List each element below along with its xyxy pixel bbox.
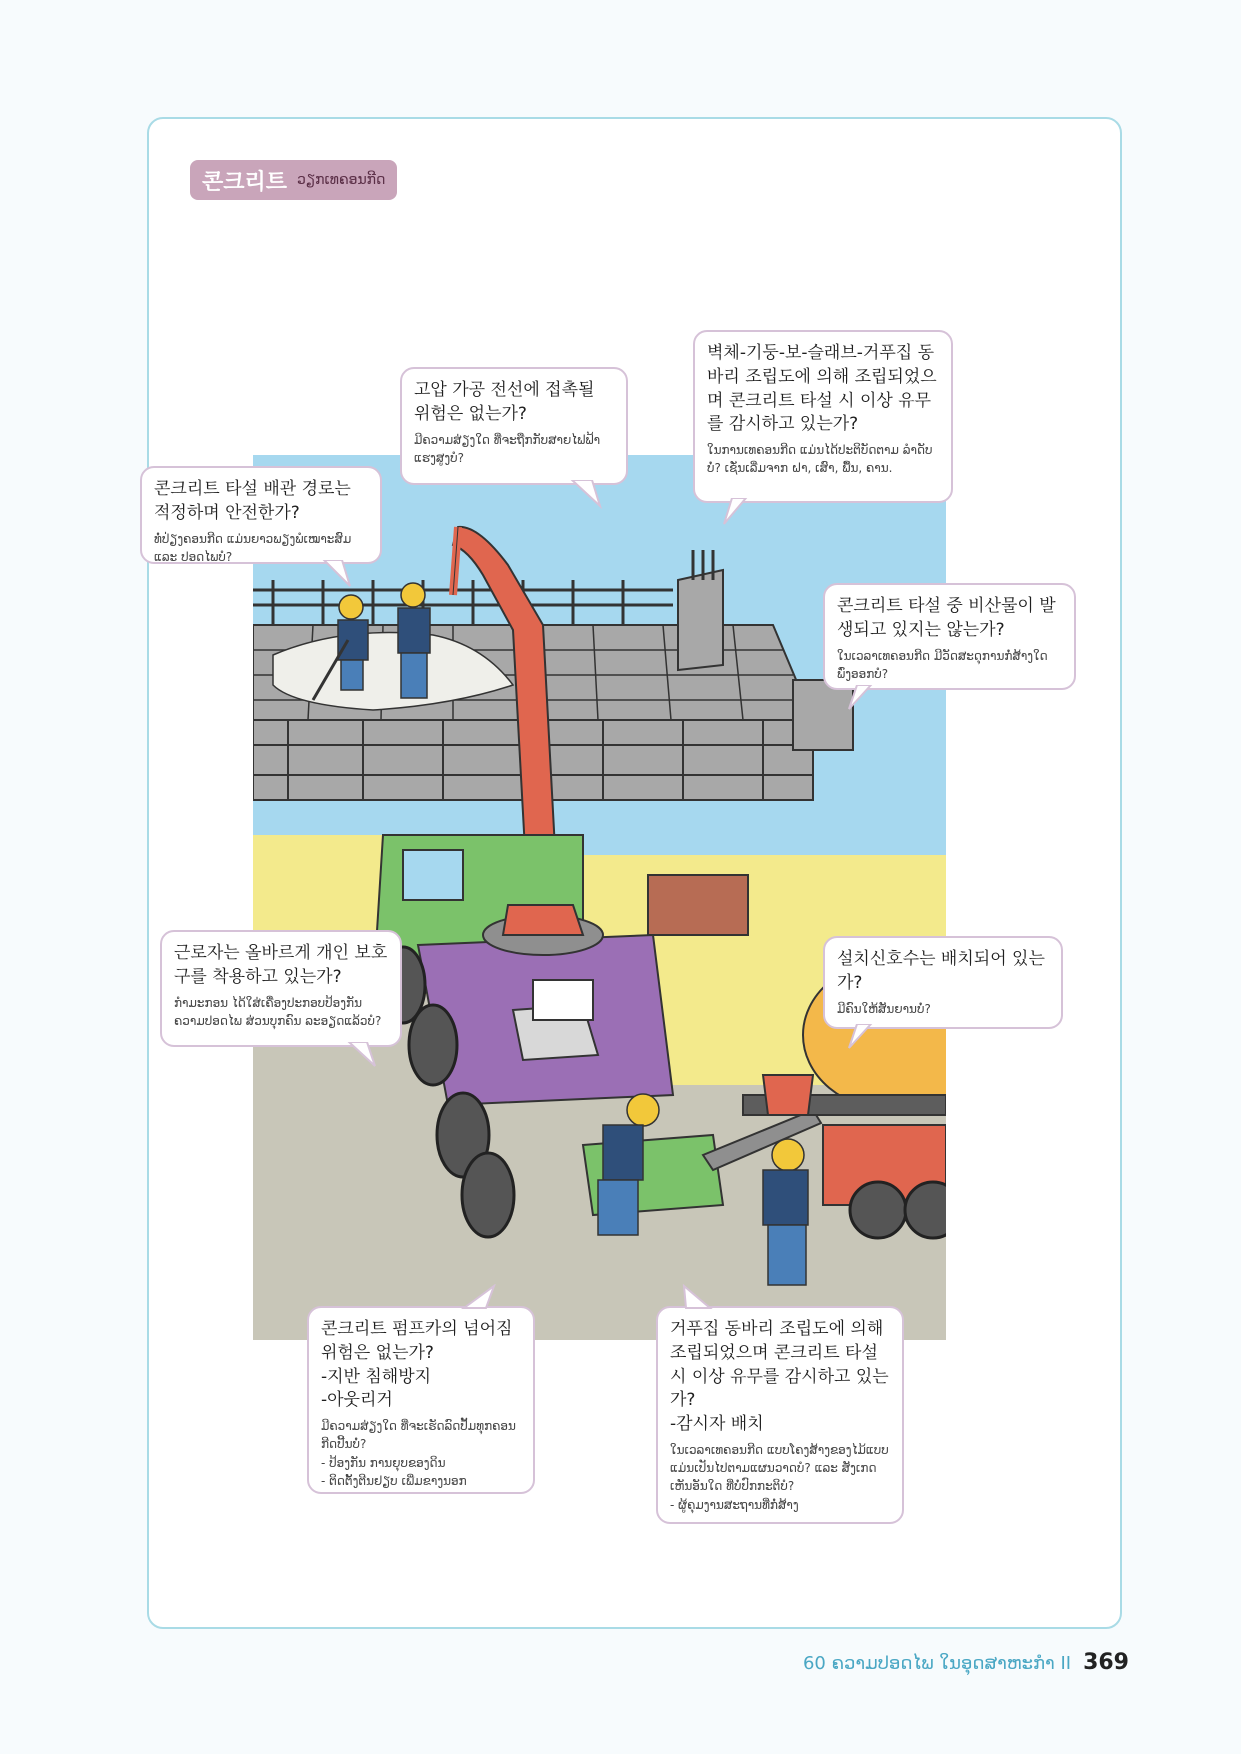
section-title-lao: ວຽກເທຄອນກີດ — [297, 172, 386, 188]
splash-lao: ໃນເວລາເທຄອນກີດ ມີວັດສະດຸການກໍ່ສ້າງໃດ ພົ່ງອອກບໍ? — [837, 648, 1048, 681]
supervisor-lao-item: - ຜູ້ຄຸມງານສະຖານທີ່ກໍ່ສ້າງ — [670, 1497, 799, 1512]
bubble-pump-car — [307, 1306, 535, 1494]
bubble-power-line — [400, 367, 628, 485]
formwork-lao: ໃນການເທຄອນກີດ ແມ່ນໄດ້ປະຕິບັດຕາມ ລຳດັບບໍ່? ເຊັ່ນເລີ່ມຈາກ ຝາ, ເສົາ, ພື້ນ, ຄານ. — [707, 443, 933, 476]
bubble-splash — [823, 583, 1076, 690]
bubble-ppe — [160, 930, 402, 1047]
bubble-tail — [460, 1284, 500, 1310]
splash-question: 콘크리트 타설 중 비산물이 발생되고 있지는 않는가? — [837, 596, 1056, 640]
page-number: 369 — [1083, 1650, 1129, 1675]
ppe-question: 근로자는 올바르게 개인 보호구를 착용하고 있는가? — [174, 943, 388, 987]
pump-car-lao-item: - ຕິດຕັ້ງຕີນຢຽບ ເພີ່ມຂາງນອກ — [321, 1473, 467, 1488]
pump-car-lao: ມີຄວາມສ່ຽງໃດ ທີ່ຈະເຮັດລົດປັ້ມທຸກຄອນກີດປີ້ນບໍ່? — [321, 1419, 516, 1452]
section-title-tag — [190, 160, 397, 200]
bubble-signalman — [823, 936, 1063, 1029]
bubble-formwork — [693, 330, 953, 503]
supervisor-ko-item: -감시자 배치 — [670, 1414, 764, 1435]
signalman-question: 설치신호수는 배치되어 있는가? — [837, 949, 1045, 993]
bubble-tail — [680, 1284, 720, 1310]
section-title-korean: 콘크리트 — [202, 169, 288, 195]
pump-car-lao-item: - ປ້ອງກັນ ການຍຸບຂອງດິນ — [321, 1456, 446, 1471]
power-line-question: 고압 가공 전선에 접촉될 위험은 없는가? — [414, 380, 595, 424]
bubble-supervisor — [656, 1306, 904, 1524]
bubble-tail — [720, 498, 760, 528]
bubble-tail — [845, 1024, 885, 1054]
bubble-tail — [845, 685, 885, 715]
series-title: 60 ຄວາມປອດໄພ ໃນອຸດສາຫະກຳ II — [802, 1653, 1072, 1674]
supervisor-ko-items — [670, 1413, 890, 1437]
supervisor-lao: ໃນເວລາເທຄອນກີດ ແບບໂຄງສ້າງຂອງໄມ້ແບບ ແມ່ນເປັນໄປຕາມແຜນວາດບໍ? ແລະ ສັງເກດເຫັນອັນໃດ ທີ່ບໍ່ປົກກະຕິບໍ? — [670, 1442, 889, 1493]
pump-car-ko-item: -지반 침해방지 — [321, 1366, 432, 1387]
formwork-question: 벽체-기둥-보-슬래브-거푸집 동바리 조립도에 의해 조립되었으며 콘크리트 타설 시 이상 유무를 감시하고 있는가? — [707, 343, 937, 435]
bubble-tail — [345, 1042, 385, 1072]
page-footer — [803, 1650, 1129, 1675]
pump-car-question: 콘크리트 펌프카의 넘어짐 위험은 없는가? — [321, 1319, 513, 1363]
pump-car-ko-item: -아웃리거 — [321, 1390, 393, 1411]
pipe-route-question: 콘크리트 타설 배관 경로는 적정하며 안전한가? — [154, 479, 351, 523]
signalman-lao: ມີຄົນໃຫ້ສັນຍານບໍ່? — [837, 1001, 931, 1016]
bubble-pipe-route — [140, 466, 382, 564]
pipe-route-lao: ທໍ່ປ່ຽງຄອນກີດ ແມ່ນຍາວພຽງພໍເໝາະສົມ ແລະ ປອດໄພບໍ? — [154, 531, 352, 564]
supervisor-question: 거푸집 동바리 조립도에 의해 조립되었으며 콘크리트 타설 시 이상 유무를 감시하고 있는가? — [670, 1319, 889, 1411]
pump-car-lao-items — [321, 1455, 521, 1490]
supervisor-lao-items — [670, 1497, 890, 1514]
pump-car-ko-items — [321, 1366, 521, 1414]
bubble-tail — [570, 480, 610, 510]
ppe-lao: ກຳມະກອນ ໄດ້ໃສ່ເຄື່ອງປະກອບປ້ອງກັນ ຄວາມປອດໄພ ສ່ວນບຸກຄົນ ລະອຽດແລ້ວບໍ? — [174, 995, 382, 1028]
power-line-lao: ມີຄວາມສ່ຽງໃດ ທີ່ຈະຖືກກັບສາຍໄຟຟ້າແຮງສູງບໍ? — [414, 432, 601, 465]
bubble-tail — [320, 560, 360, 590]
